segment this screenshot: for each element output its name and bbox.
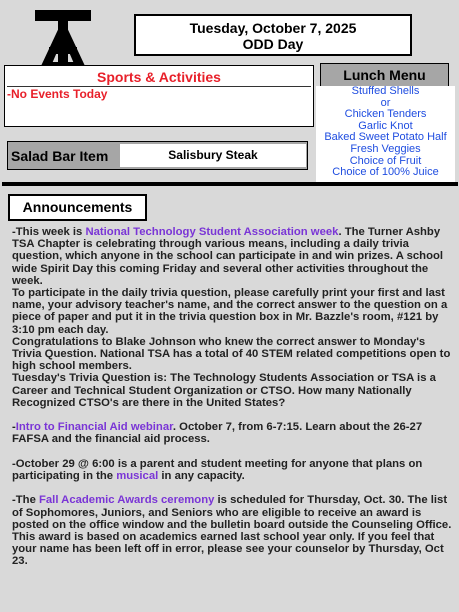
school-logo: [35, 10, 91, 66]
salad-bar-value: Salisbury Steak: [120, 144, 306, 167]
academic-awards-link[interactable]: Fall Academic Awards ceremony: [39, 494, 215, 507]
lunch-item: Garlic Knot: [358, 119, 413, 132]
announcement-financial-aid: -Intro to Financial Aid webinar. October 7, from 6-7:15. Learn about the 26-27 FAFSA and the financial aid process.: [12, 421, 423, 446]
day-type-text: ODD Day: [242, 36, 304, 52]
musical-link[interactable]: musical: [116, 470, 159, 483]
lunch-item: Baked Sweet Potato Half: [324, 131, 447, 144]
lunch-item: Fresh Veggies: [350, 142, 421, 155]
announcement-tsa-week: -This week is National Technology Student Association week. The Turner Ashby TSA Chapter is celebrating through various means, including a daily trivia question, which anyone in the school can participate in and win prizes. A school wide Spirit Day this coming Friday and several other activities throughout the week.: [12, 226, 444, 287]
announcement-trivia-question: Tuesday's Trivia Question is: The Technology Students Association or TSA is a Career and Technical Student Organization or CTSO. How many Nationally Recognized CTSO's are there in the United States?: [12, 372, 436, 409]
lunch-item: Chicken Tenders: [344, 108, 427, 121]
announcement-trivia-instructions: To participate in the daily trivia question, please carefully print your first and last name, your advisory teacher's name, and the correct answer to the question on a piece of paper and put it in the trivia question box in Mr. Bazzle's room, #121 by 3:10 pm each day.: [12, 287, 448, 336]
section-divider: [2, 182, 458, 186]
lunch-item: Choice of 100% Juice: [332, 166, 439, 179]
sports-title: Sports & Activities: [97, 69, 221, 85]
salad-bar-panel: [7, 141, 308, 170]
announcements-title: Announcements: [8, 194, 147, 221]
announcement-congratulations: Congratulations to Blake Johnson who knew the correct answer to Monday's Trivia Question. National TSA has a total of 40 STEM related competitions open to high school members.: [12, 335, 451, 373]
lunch-item: Stuffed Shells: [351, 85, 420, 97]
financial-aid-webinar-link[interactable]: Intro to Financial Aid webinar: [15, 421, 173, 434]
announcements-body: [12, 226, 454, 568]
announcement-musical-meeting: -October 29 @ 6:00 is a parent and student meeting for anyone that plans on participating in the musical in any capacity.: [12, 457, 423, 483]
lunch-item: or: [380, 96, 391, 109]
sports-activities-panel: [4, 65, 314, 127]
date-header: [134, 14, 412, 56]
sports-events-text: -No Events Today: [7, 87, 108, 101]
lunch-item: Choice of Fruit: [349, 154, 422, 167]
announcement-academic-awards: -The Fall Academic Awards ceremony is scheduled for Thursday, Oct. 30. The list of Sophomores, Juniors, and Seniors who are eligible to receive an award is posted on the office window and the bulletin board outside the Counseling Office. This award is based on academics earned last school year only. If you feel that your name has been left off in error, please see your counselor by Thursday, Oct 23.: [12, 494, 452, 568]
salad-bar-label: Salad Bar Item: [11, 148, 109, 164]
date-text: Tuesday, October 7, 2025: [189, 20, 357, 36]
tsa-week-link[interactable]: National Technology Student Association week: [85, 226, 339, 238]
lunch-menu-list: [316, 86, 455, 182]
lunch-menu-title: Lunch Menu: [320, 63, 449, 87]
